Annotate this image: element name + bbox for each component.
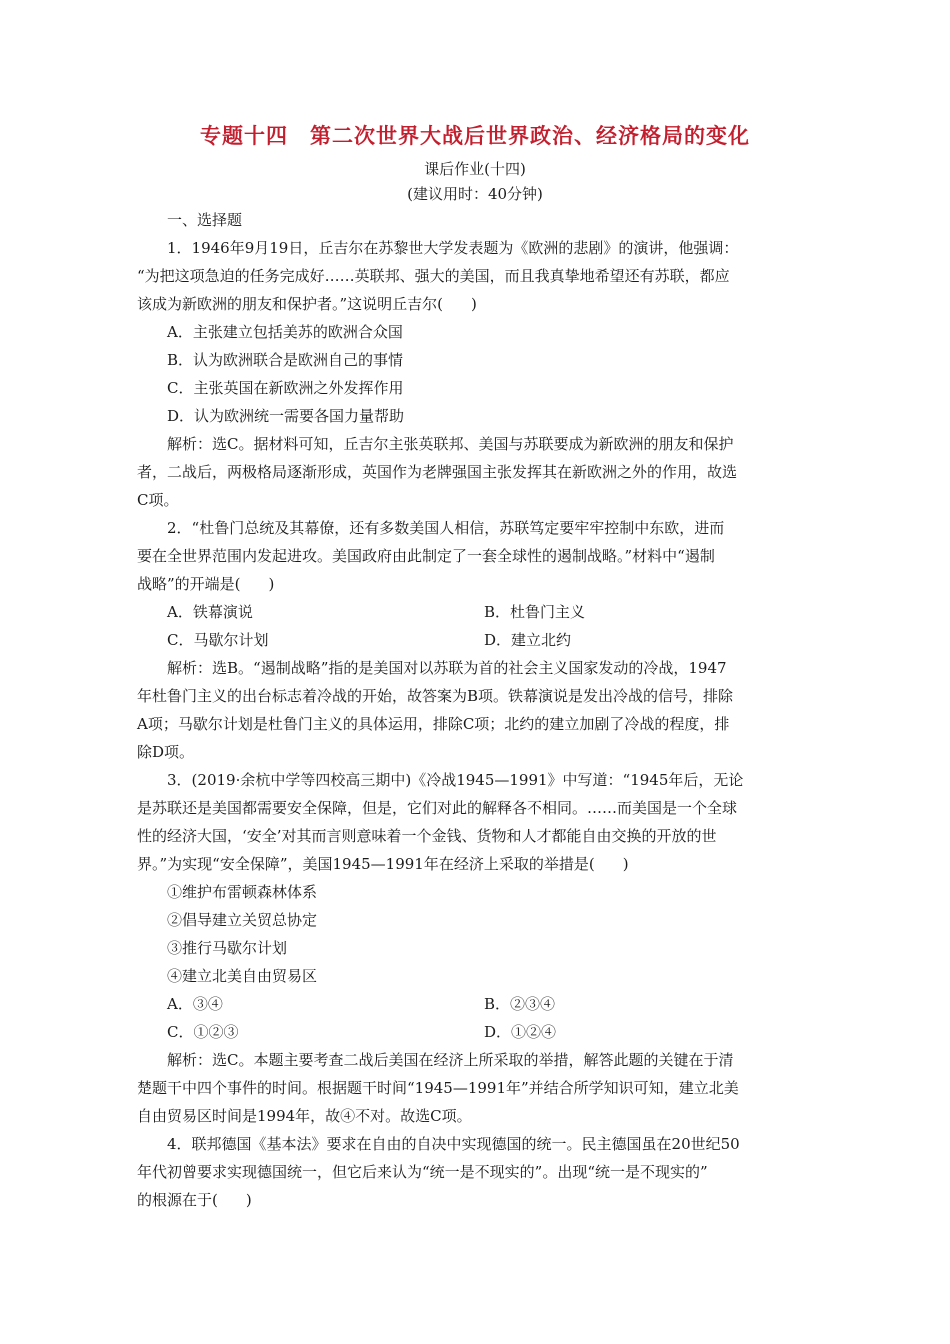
question-stem-line: 2．“杜鲁门总统及其幕僚，还有多数美国人相信，苏联笃定要牢牢控制中东欧，进而 bbox=[167, 519, 725, 537]
option-a: A．主张建立包括美苏的欧洲合众国 bbox=[167, 323, 403, 341]
question-stem-line: 年代初曾要求实现德国统一，但它后来认为“统一是不现实的”。出现“统一是不现实的” bbox=[137, 1163, 708, 1181]
question-stem-line: 性的经济大国，‘安全’对其而言则意味着一个金钱、货物和人才都能自由交换的开放的世 bbox=[137, 827, 717, 845]
question-stem-line: 该成为新欧洲的朋友和保护者。”这说明丘吉尔( ) bbox=[137, 295, 477, 313]
question-2 bbox=[137, 514, 815, 766]
suggested-time: (建议用时：40分钟) bbox=[407, 185, 543, 203]
option-b: B．②③④ bbox=[484, 995, 556, 1013]
question-stem-line: 界。”为实现“安全保障”，美国1945—1991年在经济上采取的举措是( ) bbox=[137, 855, 629, 873]
option-d: D．建立北约 bbox=[484, 631, 572, 649]
analysis-line: C项。 bbox=[137, 491, 179, 509]
options-row bbox=[137, 990, 815, 1018]
analysis-line: A项；马歇尔计划是杜鲁门主义的具体运用，排除C项；北约的建立加剧了冷战的程度，排 bbox=[137, 715, 730, 733]
title-topic-number: 专题十四 bbox=[200, 124, 288, 148]
question-3 bbox=[137, 766, 815, 1130]
question-stem-line: 要在全世界范围内发起进攻。美国政府由此制定了一套全球性的遏制战略。”材料中“遏制 bbox=[137, 547, 715, 565]
option-c: C．主张英国在新欧洲之外发挥作用 bbox=[167, 379, 404, 397]
option-c: C．马歇尔计划 bbox=[167, 631, 269, 649]
question-stem-line: 1．1946年9月19日，丘吉尔在苏黎世大学发表题为《欧洲的悲剧》的演讲，他强调： bbox=[167, 239, 739, 257]
analysis-line: 者，二战后，两极格局逐渐形成，英国作为老牌强国主张发挥其在新欧洲之外的作用，故选 bbox=[137, 463, 738, 481]
question-1 bbox=[137, 234, 815, 514]
analysis-line: 自由贸易区时间是1994年，故④不对。故选C项。 bbox=[137, 1107, 472, 1125]
option-b: B．杜鲁门主义 bbox=[484, 603, 586, 621]
question-stem-line: “为把这项急迫的任务完成好……英联邦、强大的美国，而且我真挚地希望还有苏联，都应 bbox=[137, 267, 730, 285]
options-row bbox=[137, 626, 815, 654]
options-row bbox=[137, 598, 815, 626]
options-row bbox=[137, 1018, 815, 1046]
question-stem-line: 的根源在于( ) bbox=[137, 1191, 252, 1209]
option-d: D．认为欧洲统一需要各国力量帮助 bbox=[167, 407, 405, 425]
statement-item: ②倡导建立关贸总协定 bbox=[167, 911, 318, 929]
page-title bbox=[0, 120, 950, 150]
question-stem-line: 4．联邦德国《基本法》要求在自由的自决中实现德国的统一。民主德国虽在20世纪50 bbox=[167, 1135, 740, 1153]
title-topic-name: 第二次世界大战后世界政治、经济格局的变化 bbox=[310, 124, 750, 148]
option-c: C．①②③ bbox=[167, 1023, 239, 1041]
section-heading: 一、选择题 bbox=[167, 211, 243, 229]
analysis-line: 除D项。 bbox=[137, 743, 195, 761]
question-4 bbox=[137, 1130, 815, 1214]
statement-item: ①维护布雷顿森林体系 bbox=[167, 883, 318, 901]
option-a: A．铁幕演说 bbox=[167, 603, 253, 621]
question-stem-line: 3．(2019·余杭中学等四校高三期中)《冷战1945—1991》中写道：“1945年后，无论 bbox=[167, 771, 744, 789]
analysis-line: 楚题干中四个事件的时间。根据题干时间“1945—1991年”并结合所学知识可知，建立北美 bbox=[137, 1079, 739, 1097]
option-b: B．认为欧洲联合是欧洲自己的事情 bbox=[167, 351, 404, 369]
option-d: D．①②④ bbox=[484, 1023, 557, 1041]
analysis-line: 解析：选C。本题主要考查二战后美国在经济上所采取的举措，解答此题的关键在于清 bbox=[167, 1051, 734, 1069]
document-body bbox=[137, 206, 815, 1214]
analysis-line: 解析：选B。“遏制战略”指的是美国对以苏联为首的社会主义国家发动的冷战，1947 bbox=[167, 659, 727, 677]
option-a: A．③④ bbox=[167, 995, 223, 1013]
question-stem-line: 是苏联还是美国都需要安全保障，但是，它们对此的解释各不相同。……而美国是一个全球 bbox=[137, 799, 738, 817]
statement-item: ④建立北美自由贸易区 bbox=[167, 967, 318, 985]
question-stem-line: 战略”的开端是( ) bbox=[137, 575, 275, 593]
page-subtitle: 课后作业(十四) bbox=[424, 160, 526, 178]
analysis-line: 解析：选C。据材料可知，丘吉尔主张英联邦、美国与苏联要成为新欧洲的朋友和保护 bbox=[167, 435, 734, 453]
statement-item: ③推行马歇尔计划 bbox=[167, 939, 288, 957]
analysis-line: 年杜鲁门主义的出台标志着冷战的开始，故答案为B项。铁幕演说是发出冷战的信号，排除 bbox=[137, 687, 734, 705]
